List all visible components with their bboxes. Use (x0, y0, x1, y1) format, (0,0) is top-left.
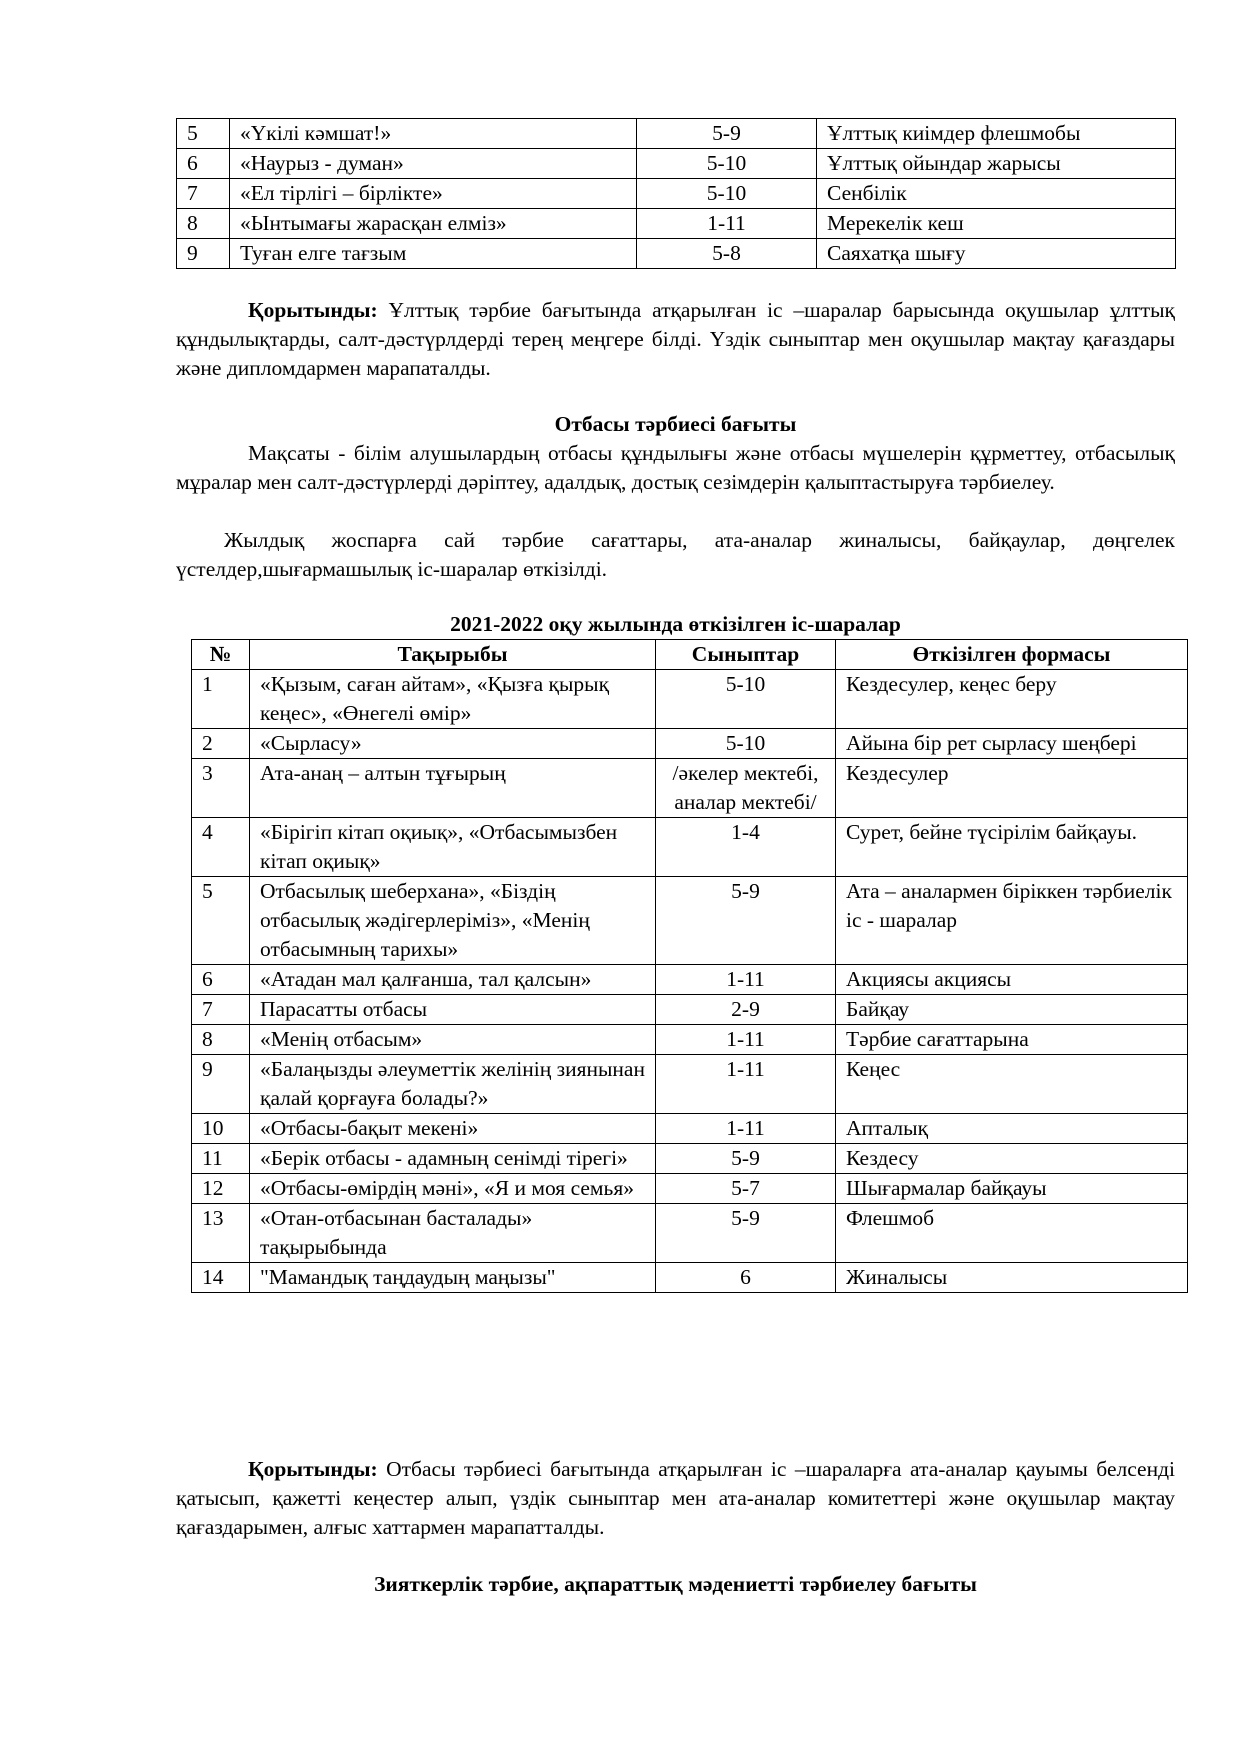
row-form: Сурет, бейне түсірілім байқауы. (836, 818, 1188, 877)
row-form: Ұлттық ойындар жарысы (817, 149, 1176, 179)
row-title: «Наурыз - думан» (230, 149, 637, 179)
conclusion-text: Отбасы тәрбиесі бағытында атқарылған іс –шараларға ата-аналар қауымы белсенді қатысып, қажетті кеңестер алып, үздік сыныптар мен ата-аналар комитеттері және оқушылар мақтау қағаздарымен, алғыс хаттармен марапатталды. (176, 1457, 1175, 1539)
header-form: Өткізілген формасы (836, 640, 1188, 670)
table-row (192, 1204, 1188, 1263)
row-number: 4 (192, 818, 250, 877)
row-number: 7 (177, 179, 230, 209)
row-number: 5 (192, 877, 250, 965)
row-number: 5 (177, 119, 230, 149)
row-form: Саяхатқа шығу (817, 239, 1176, 269)
table-row (192, 1114, 1188, 1144)
table-row (177, 209, 1176, 239)
table-row (192, 995, 1188, 1025)
table-row (177, 149, 1176, 179)
row-form: Байқау (836, 995, 1188, 1025)
row-title: «Менің отбасым» (250, 1025, 656, 1055)
events-table-national (176, 118, 1176, 269)
row-form: Ата – аналармен біріккен тәрбиелік іс - шаралар (836, 877, 1188, 965)
row-title: «Отбасы-бақыт мекені» (250, 1114, 656, 1144)
row-grades: 2-9 (656, 995, 836, 1025)
family-goal-paragraph (176, 439, 1175, 497)
row-form: Апталық (836, 1114, 1188, 1144)
conclusion-text: Ұлттық тәрбие бағытында атқарылған іс –шаралар барысында оқушылар ұлттық құндылықтарды, салт-дәстүрлдерді терең меңгере білді. Үздік сыныптар мен оқушылар мақтау қағаздары және дипломдармен марапаталды. (176, 298, 1175, 380)
row-grades: 5-8 (637, 239, 817, 269)
row-grades: 5-9 (637, 119, 817, 149)
row-grades: 1-11 (656, 965, 836, 995)
row-grades: 1-4 (656, 818, 836, 877)
row-grades: 5-9 (656, 1204, 836, 1263)
row-number: 3 (192, 759, 250, 818)
row-form: Кездесулер (836, 759, 1188, 818)
conclusion-family (176, 1455, 1175, 1542)
row-grades: 1-11 (656, 1025, 836, 1055)
row-title: «Сырласу» (250, 729, 656, 759)
row-title: «Атадан мал қалғанша, тал қалсын» (250, 965, 656, 995)
row-grades: 5-10 (656, 670, 836, 729)
row-number: 14 (192, 1263, 250, 1293)
row-title: «Отан-отбасынан басталады» тақырыбында (250, 1204, 656, 1263)
row-grades: 5-10 (637, 149, 817, 179)
table-row (177, 179, 1176, 209)
row-title: Отбасылық шеберхана», «Біздің отбасылық жәдігерлеріміз», «Менің отбасымның тарихы» (250, 877, 656, 965)
row-title: «Бірігіп кітап оқиық», «Отбасымызбен кітап оқиық» (250, 818, 656, 877)
conclusion-label: Қорытынды: (248, 1457, 378, 1481)
header-num: № (192, 640, 250, 670)
table-row (192, 729, 1188, 759)
row-grades: 5-9 (656, 1144, 836, 1174)
row-form: Айына бір рет сырласу шеңбері (836, 729, 1188, 759)
table-row (177, 119, 1176, 149)
row-title: «Ел тірлігі – бірлікте» (230, 179, 637, 209)
row-title: Ата-анаң – алтын тұғырың (250, 759, 656, 818)
conclusion-label: Қорытынды: (248, 298, 378, 322)
table-row (192, 759, 1188, 818)
row-title: Туған елге тағзым (230, 239, 637, 269)
table-row (192, 1144, 1188, 1174)
section-heading-family: Отбасы тәрбиесі бағыты (554, 412, 797, 436)
row-title: «Балаңызды әлеуметтік желінің зиянынан қалай қорғауға болады?» (250, 1055, 656, 1114)
row-form: Кездесулер, кеңес беру (836, 670, 1188, 729)
table-row (192, 1174, 1188, 1204)
table-caption: 2021-2022 оқу жылында өткізілген іс-шаралар (450, 612, 901, 636)
row-grades: 1-11 (656, 1114, 836, 1144)
section-heading-intellectual: Зияткерлік тәрбие, ақпараттық мәдениетті тәрбиелеу бағыты (374, 1572, 977, 1596)
row-title: "Мамандық таңдаудың маңызы" (250, 1263, 656, 1293)
row-title: «Отбасы-өмірдің мәні», «Я и моя семья» (250, 1174, 656, 1204)
row-number: 8 (177, 209, 230, 239)
row-form: Акциясы акциясы (836, 965, 1188, 995)
row-grades: 5-7 (656, 1174, 836, 1204)
table-row (177, 239, 1176, 269)
row-grades: /әкелер мектебі, аналар мектебі/ (656, 759, 836, 818)
row-form: Мерекелік кеш (817, 209, 1176, 239)
row-number: 2 (192, 729, 250, 759)
row-number: 7 (192, 995, 250, 1025)
row-number: 1 (192, 670, 250, 729)
row-number: 12 (192, 1174, 250, 1204)
row-form: Шығармалар байқауы (836, 1174, 1188, 1204)
header-grades: Сыныптар (656, 640, 836, 670)
row-number: 6 (192, 965, 250, 995)
table-row (192, 670, 1188, 729)
table-row (192, 1055, 1188, 1114)
table-row (192, 1263, 1188, 1293)
row-title: «Үкілі кәмшат!» (230, 119, 637, 149)
row-title: «Ынтымағы жарасқан елміз» (230, 209, 637, 239)
table-row (192, 818, 1188, 877)
table-row (192, 877, 1188, 965)
table-row (192, 965, 1188, 995)
row-title: «Берік отбасы - адамның сенімді тірегі» (250, 1144, 656, 1174)
row-number: 8 (192, 1025, 250, 1055)
row-form: Флешмоб (836, 1204, 1188, 1263)
row-number: 13 (192, 1204, 250, 1263)
family-goal-text: Мақсаты - білім алушылардың отбасы құндылығы және отбасы мүшелерін құрметтеу, отбасылық мұралар мен салт-дәстүрлерді дәріптеу, адалдық, достық сезімдерін қалыптастыруға тәрбиелеу. (176, 441, 1175, 494)
row-grades: 5-9 (656, 877, 836, 965)
conclusion-national (176, 296, 1175, 383)
row-grades: 1-11 (637, 209, 817, 239)
row-form: Жиналысы (836, 1263, 1188, 1293)
table-row (192, 1025, 1188, 1055)
family-plan-paragraph (176, 526, 1175, 584)
row-title: Парасатты отбасы (250, 995, 656, 1025)
row-grades: 5-10 (656, 729, 836, 759)
row-number: 9 (192, 1055, 250, 1114)
row-form: Сенбілік (817, 179, 1176, 209)
row-form: Кездесу (836, 1144, 1188, 1174)
row-number: 6 (177, 149, 230, 179)
events-table-family (191, 639, 1188, 1293)
family-plan-text: Жылдық жоспарға сай тәрбие сағаттары, ата-аналар жиналысы, байқаулар, дөңгелек үстелдер,шығармашылық іс-шаралар өткізілді. (176, 528, 1175, 581)
row-title: «Қызым, саған айтам», «Қызға қырық кеңес», «Өнегелі өмір» (250, 670, 656, 729)
row-number: 10 (192, 1114, 250, 1144)
row-grades: 5-10 (637, 179, 817, 209)
row-number: 11 (192, 1144, 250, 1174)
row-grades: 1-11 (656, 1055, 836, 1114)
row-form: Кеңес (836, 1055, 1188, 1114)
table-header-row (192, 640, 1188, 670)
row-grades: 6 (656, 1263, 836, 1293)
row-number: 9 (177, 239, 230, 269)
header-title: Тақырыбы (250, 640, 656, 670)
row-form: Ұлттық киімдер флешмобы (817, 119, 1176, 149)
row-form: Тәрбие сағаттарына (836, 1025, 1188, 1055)
